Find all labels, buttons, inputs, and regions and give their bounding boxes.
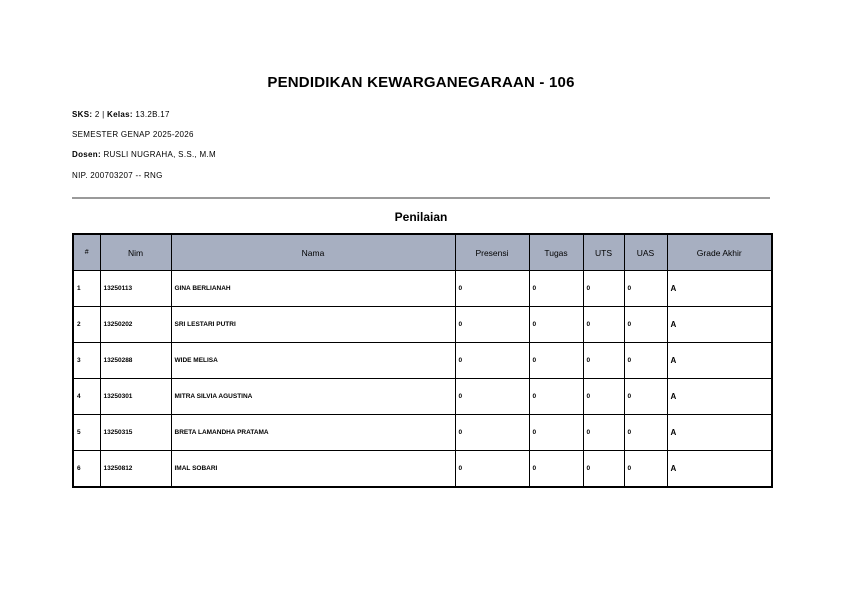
header-grade-akhir: Grade Akhir — [667, 234, 772, 271]
cell-uas: 0 — [624, 451, 667, 488]
table-header-row — [73, 234, 772, 271]
cell-uas: 0 — [624, 271, 667, 307]
cell-nama: WIDE MELISA — [171, 343, 455, 379]
cell-nim: 13250288 — [100, 343, 171, 379]
dosen-label: Dosen: — [72, 150, 101, 159]
nip-line: NIP. 200703207 -- RNG — [72, 171, 163, 180]
cell-nim: 13250113 — [100, 271, 171, 307]
cell-index: 1 — [73, 271, 100, 307]
cell-tugas: 0 — [529, 271, 583, 307]
sks-value: 2 | — [92, 110, 108, 119]
cell-uts: 0 — [583, 415, 624, 451]
cell-tugas: 0 — [529, 451, 583, 488]
cell-nama: IMAL SOBARI — [171, 451, 455, 488]
cell-index: 3 — [73, 343, 100, 379]
cell-nama: GINA BERLIANAH — [171, 271, 455, 307]
cell-uas: 0 — [624, 343, 667, 379]
cell-uts: 0 — [583, 379, 624, 415]
cell-uts: 0 — [583, 343, 624, 379]
cell-index: 2 — [73, 307, 100, 343]
header-nama: Nama — [171, 234, 455, 271]
cell-nama: BRETA LAMANDHA PRATAMA — [171, 415, 455, 451]
cell-uas: 0 — [624, 415, 667, 451]
sks-label: SKS: — [72, 110, 93, 119]
cell-presensi: 0 — [455, 271, 529, 307]
table-row — [73, 271, 772, 307]
cell-nim: 13250315 — [100, 415, 171, 451]
grades-table — [72, 233, 773, 488]
cell-tugas: 0 — [529, 379, 583, 415]
cell-index: 4 — [73, 379, 100, 415]
kelas-value: 13.2B.17 — [132, 110, 170, 119]
cell-nama: MITRA SILVIA AGUSTINA — [171, 379, 455, 415]
kelas-label: Kelas: — [107, 110, 133, 119]
dosen-line — [72, 150, 216, 159]
cell-grade: A — [667, 343, 772, 379]
semester-line: SEMESTER GENAP 2025-2026 — [72, 130, 194, 139]
cell-grade: A — [667, 379, 772, 415]
page-title: PENDIDIKAN KEWARGANEGARAAN - 106 — [267, 74, 575, 91]
header-presensi: Presensi — [455, 234, 529, 271]
header-nim: Nim — [100, 234, 171, 271]
cell-uts: 0 — [583, 307, 624, 343]
cell-grade: A — [667, 271, 772, 307]
cell-tugas: 0 — [529, 307, 583, 343]
header-uts: UTS — [583, 234, 624, 271]
cell-presensi: 0 — [455, 415, 529, 451]
cell-nim: 13250812 — [100, 451, 171, 488]
header-tugas: Tugas — [529, 234, 583, 271]
cell-uts: 0 — [583, 451, 624, 488]
cell-nama: SRI LESTARI PUTRI — [171, 307, 455, 343]
cell-grade: A — [667, 415, 772, 451]
cell-index: 6 — [73, 451, 100, 488]
cell-tugas: 0 — [529, 343, 583, 379]
divider — [72, 197, 770, 199]
table-row — [73, 343, 772, 379]
cell-nim: 13250301 — [100, 379, 171, 415]
cell-presensi: 0 — [455, 307, 529, 343]
cell-uts: 0 — [583, 271, 624, 307]
cell-presensi: 0 — [455, 343, 529, 379]
table-row — [73, 379, 772, 415]
course-info-line — [72, 110, 170, 119]
cell-uas: 0 — [624, 307, 667, 343]
cell-uas: 0 — [624, 379, 667, 415]
cell-nim: 13250202 — [100, 307, 171, 343]
table-row — [73, 415, 772, 451]
cell-grade: A — [667, 451, 772, 488]
cell-presensi: 0 — [455, 379, 529, 415]
header-uas: UAS — [624, 234, 667, 271]
header-index: # — [73, 234, 100, 271]
table-row — [73, 451, 772, 488]
cell-index: 5 — [73, 415, 100, 451]
cell-presensi: 0 — [455, 451, 529, 488]
dosen-value: RUSLI NUGRAHA, S.S., M.M — [100, 150, 216, 159]
cell-tugas: 0 — [529, 415, 583, 451]
cell-grade: A — [667, 307, 772, 343]
section-title: Penilaian — [394, 210, 448, 224]
table-row — [73, 307, 772, 343]
